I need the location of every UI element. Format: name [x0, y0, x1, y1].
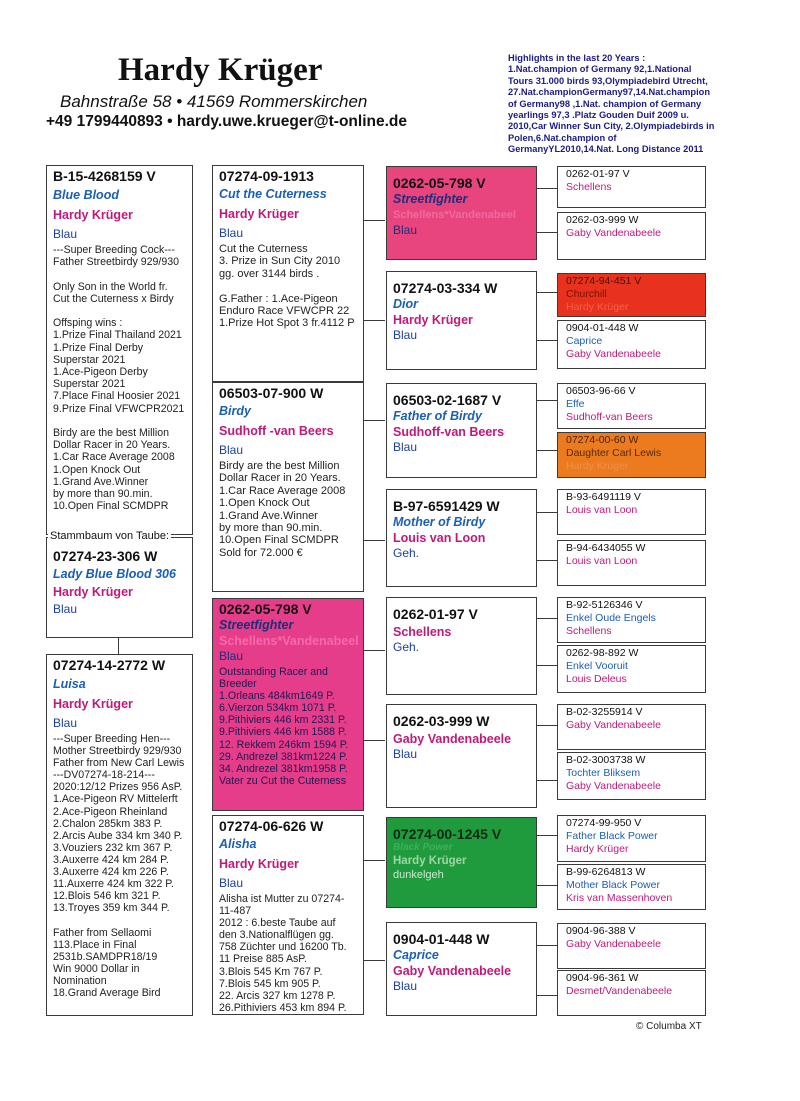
- sire-card[interactable]: [46, 165, 193, 535]
- ring-number: 07274-00-1245 V: [393, 826, 502, 842]
- pigeon-color: Geh.: [393, 546, 420, 560]
- g4-card[interactable]: [557, 815, 706, 862]
- breeder-name: Louis van Loon: [566, 504, 638, 516]
- ring-number: 0904-01-448 W: [393, 931, 490, 947]
- performance-text: Cut the Cuterness 3. Prize in Sun City 2010 gg. over 3144 birds . G.Father : 1.Ace-Pigeon Enduro Race VFWCPR 22 1.Prize Hot Spot 3 fr.4112 P: [219, 243, 355, 330]
- pigeon-name: Birdy: [219, 404, 251, 418]
- g3-card-dior[interactable]: [386, 271, 537, 370]
- g4-card[interactable]: [557, 645, 706, 693]
- pigeon-name: Cut the Cuterness: [219, 187, 327, 201]
- performance-text: Birdy are the best Million Dollar Racer in 20 Years. 1.Car Race Average 2008 1.Open Knock Out 1.Grand Ave.Winner by more than 90.min. 10.Open Final SCMDPR Sold for 72.000 €: [219, 460, 346, 559]
- subject-card[interactable]: [46, 537, 193, 638]
- performance-text: Alisha ist Mutter zu 07274- 11-487 2012 : 6.beste Taube auf den 3.Nationalflügen gg. 758 Züchter und 16200 Tb. 11 Preise 885 AsP. 3.Blois 545 Km 767 P. 7.Blois 545 km 905 P. 22. Arcis 327 km 1278 P. 26.Pithiviers 453 km 894 P.: [219, 893, 347, 1014]
- ring-number: 07274-00-60 W: [566, 434, 639, 446]
- ring-number: 07274-94-451 V: [566, 275, 642, 287]
- ring-number: 07274-03-334 W: [393, 280, 498, 296]
- pigeon-color: Blau: [53, 227, 78, 241]
- ring-number: B-94-6434055 W: [566, 542, 646, 554]
- ring-number: 07274-99-950 V: [566, 817, 642, 829]
- g4-card[interactable]: [557, 489, 706, 535]
- pigeon-name: Lady Blue Blood 306: [53, 567, 176, 581]
- breeder-name: Hardy Krüger: [566, 301, 629, 313]
- stammbaum-label: Stammbaum von Taube:: [50, 530, 170, 542]
- ring-number: 0904-01-448 W: [566, 322, 639, 334]
- pigeon-name: Luisa: [53, 677, 86, 691]
- pigeon-color: Blau: [53, 602, 78, 616]
- breeder-name: Hardy Krüger: [393, 855, 467, 867]
- g2-card-cut-the-cuterness[interactable]: [212, 165, 364, 382]
- g3-card-streetfighter[interactable]: [386, 166, 537, 260]
- breeder-name: Hardy Krüger: [219, 207, 299, 221]
- pigeon-name: Churchill: [566, 288, 607, 300]
- g4-card[interactable]: [557, 970, 706, 1016]
- g4-card[interactable]: [557, 432, 706, 478]
- g3-card-mother-of-birdy[interactable]: [386, 489, 537, 587]
- breeder-name: Gaby Vandenabeele: [566, 227, 661, 239]
- breeder-name: Louis Deleus: [566, 673, 627, 685]
- pigeon-color: Blau: [219, 443, 244, 457]
- pigeon-color: Blau: [393, 223, 418, 237]
- ring-number: B-02-3255914 V: [566, 706, 643, 718]
- ring-number: 0262-01-97 V: [566, 168, 630, 180]
- breeder-name: Sudhoff-van Beers: [566, 411, 653, 423]
- breeder-name: Gaby Vandenabeele: [393, 964, 512, 978]
- g4-card[interactable]: [557, 597, 706, 643]
- pigeon-name: Father Black Power: [566, 830, 658, 842]
- address: Bahnstraße 58 • 41569 Rommerskirchen: [60, 92, 368, 111]
- performance-text: Outstanding Racer and Breeder 1.Orleans 484km1649 P. 6.Vierzon 534km 1071 P. 9.Pithiviers 446 km 2331 P. 9.Pithiviers 446 km 1588 P. 12. Rekkem 246km 1594 P. 29. Andrezel 381km1224 P. 34. Andrezel 381km1958 P. Vater zu Cut the Cuterness: [219, 666, 349, 787]
- g4-card[interactable]: [557, 212, 706, 260]
- pigeon-name: Father of Birdy: [393, 409, 482, 423]
- pigeon-color: Blau: [219, 876, 244, 890]
- pigeon-name: Black Power: [393, 842, 453, 853]
- pigeon-name: Daughter Carl Lewis: [566, 447, 662, 459]
- pigeon-color: Blau: [219, 649, 244, 663]
- pigeon-name: Schellens: [566, 181, 612, 193]
- breeder-name: Sudhoff-van Beers: [393, 425, 505, 439]
- pigeon-color: Geh.: [393, 640, 420, 654]
- breeder-name: Gaby Vandenabeele: [566, 348, 661, 360]
- ring-number: 0904-96-388 V: [566, 925, 636, 937]
- g4-card[interactable]: [557, 273, 706, 317]
- ring-number: B-97-6591429 W: [393, 498, 500, 514]
- g4-card[interactable]: [557, 383, 706, 429]
- ring-number: 07274-23-306 W: [53, 548, 158, 564]
- g4-card[interactable]: [557, 166, 706, 208]
- breeder-name: Gaby Vandenabeele: [566, 780, 661, 792]
- ring-number: 0262-98-892 W: [566, 647, 639, 659]
- ring-number: 07274-06-626 W: [219, 818, 324, 834]
- pigeon-name: Streetfighter: [393, 192, 468, 206]
- breeder-name: Schellens*Vandenabeel: [393, 209, 516, 221]
- breeder-name: Hardy Krüger: [566, 843, 629, 855]
- pigeon-color: Blau: [393, 328, 418, 342]
- g3-card-caprice[interactable]: [386, 922, 537, 1016]
- ring-number: 0262-03-999 W: [393, 713, 490, 729]
- pigeon-name: Caprice: [566, 335, 603, 347]
- g4-card[interactable]: [557, 864, 706, 910]
- performance-text: ---Super Breeding Cock--- Father Streetbirdy 929/930 Only Son in the World fr. Cut the Cuterness x Birdy Offsping wins : 1.Prize Final Thailand 2021 1.Prize Final Derby Superstar 2021 1.Ace-Pigeon Derby Superstar 2021 7.Place Final Hoosier 2021 9.Prize Final VFWCPR2021 Birdy are the best Million Dollar Racer in 20 Years. 1.Car Race Average 2008 1.Open Knock Out 1.Grand Ave.Winner by more than 90.min. 10.Open Final SCMDPR: [53, 244, 185, 513]
- pigeon-name: Blue Blood: [53, 188, 119, 202]
- ring-number: 06503-07-900 W: [219, 385, 324, 401]
- pigeon-color: Blau: [53, 716, 78, 730]
- pigeon-name: Enkel Oude Engels: [566, 612, 656, 624]
- pigeon-name: Tochter Bliksem: [566, 767, 641, 779]
- g3-card-black-power[interactable]: [386, 817, 537, 908]
- pigeon-name: Mother of Birdy: [393, 515, 486, 529]
- ring-number: B-02-3003738 W: [566, 754, 646, 766]
- performance-text: ---Super Breeding Hen--- Mother Streetbirdy 929/930 Father from New Carl Lewis ---DV07274-18-214--- 2020:12/12 Prizes 956 AsP. 1.Ace-Pigeon RV Mittelerft 2.Ace-Pigeon Rheinland 2.Chalon 285km 383 P. 2.Arcis Aube 334 km 340 P. 3.Vouziers 232 km 367 P. 3.Auxerre 424 km 284 P. 3.Auxerre 424 km 226 P. 11.Auxerre 424 km 322 P. 12.Blois 546 km 321 P. 13.Troyes 359 km 344 P. Father from Sellaomi 113.Place in Final 2531b.SAMDPR18/19 Win 9000 Dollar in Nomination 18.Grand Average Bird: [53, 733, 185, 999]
- g3-card-0262-03-999[interactable]: [386, 704, 537, 808]
- ring-number: 07274-14-2772 W: [53, 657, 166, 673]
- pigeon-name: Effe: [566, 398, 585, 410]
- highlights-text: Highlights in the last 20 Years : 1.Nat.champion of Germany 92,1.National Tours 31.000 birds 93,Olympiadebird Utrecht, 27.Nat.championGermany97,14.Nat.champion of Germany98 ,1.Nat. champion of Germany yearlings 97,3 .Platz Gouden Duif 2009 u. 2010,Car Winner Sun City, 2.Olympiadebirds in Polen,6.Nat.champion of GermanyYL2010,14.Nat. Long Distance 2011: [508, 53, 715, 155]
- breeder-name: Kris van Massenhoven: [566, 892, 673, 904]
- pigeon-name: Dior: [393, 297, 418, 311]
- page-title: Hardy Krüger: [118, 52, 323, 88]
- breeder-name: Hardy Krüger: [566, 460, 629, 472]
- pigeon-name: Mother Black Power: [566, 879, 660, 891]
- ring-number: B-99-6264813 W: [566, 866, 646, 878]
- g2-card-alisha[interactable]: [212, 815, 364, 1015]
- breeder-name: Hardy Krüger: [53, 208, 133, 222]
- breeder-name: Schellens: [566, 625, 612, 637]
- breeder-name: Gaby Vandenabeele: [393, 732, 512, 746]
- g4-card[interactable]: [557, 320, 706, 369]
- breeder-name: Gaby Vandenabeele: [566, 719, 661, 731]
- breeder-name: Hardy Krüger: [393, 313, 473, 327]
- breeder-name: Desmet/Vandenabeele: [566, 985, 673, 997]
- contact-info: +49 1799440893 • hardy.uwe.krueger@t-online.de: [46, 113, 407, 130]
- ring-number: B-93-6491119 V: [566, 491, 641, 503]
- dam-card[interactable]: [46, 654, 193, 1016]
- g2-card-streetfighter[interactable]: [212, 598, 364, 811]
- g4-card[interactable]: [557, 704, 706, 750]
- g3-card-father-of-birdy[interactable]: [386, 383, 537, 478]
- copyright: © Columba XT: [636, 1021, 702, 1032]
- ring-number: 07274-09-1913: [219, 168, 314, 184]
- g2-card-birdy[interactable]: [212, 382, 364, 592]
- ring-number: 0262-05-798 V: [219, 601, 312, 617]
- pigeon-name: Streetfighter: [219, 618, 294, 632]
- pigeon-name: Caprice: [393, 948, 439, 962]
- breeder-name: Sudhoff -van Beers: [219, 424, 334, 438]
- g3-card-0262-01-97[interactable]: [386, 597, 537, 695]
- ring-number: 0262-01-97 V: [393, 606, 478, 622]
- ring-number: 06503-02-1687 V: [393, 392, 502, 408]
- breeder-name: Louis van Loon: [566, 555, 638, 567]
- pigeon-color: Blau: [219, 226, 244, 240]
- ring-number: 0904-96-361 W: [566, 972, 639, 984]
- breeder-name: Hardy Krüger: [219, 857, 299, 871]
- ring-number: 0262-03-999 W: [566, 214, 639, 226]
- ring-number: B-15-4268159 V: [53, 168, 156, 184]
- pigeon-color: dunkelgeh: [393, 869, 444, 881]
- ring-number: 06503-96-66 V: [566, 385, 636, 397]
- breeder-name: Louis van Loon: [393, 531, 486, 545]
- g4-card[interactable]: [557, 752, 706, 800]
- pigeon-color: Blau: [393, 979, 418, 993]
- g4-card[interactable]: [557, 923, 706, 969]
- breeder-name: Gaby Vandenabeele: [566, 938, 661, 950]
- breeder-name: Schellens: [393, 625, 452, 639]
- breeder-name: Hardy Krüger: [53, 697, 133, 711]
- breeder-name: Schellens*Vandenabeel: [219, 634, 359, 648]
- ring-number: 0262-05-798 V: [393, 175, 486, 191]
- pigeon-name: Enkel Vooruit: [566, 660, 628, 672]
- ring-number: B-92-5126346 V: [566, 599, 643, 611]
- pigeon-color: Blau: [393, 440, 418, 454]
- g4-card[interactable]: [557, 540, 706, 586]
- breeder-name: Hardy Krüger: [53, 585, 133, 599]
- pigeon-color: Blau: [393, 747, 418, 761]
- pigeon-name: Alisha: [219, 837, 257, 851]
